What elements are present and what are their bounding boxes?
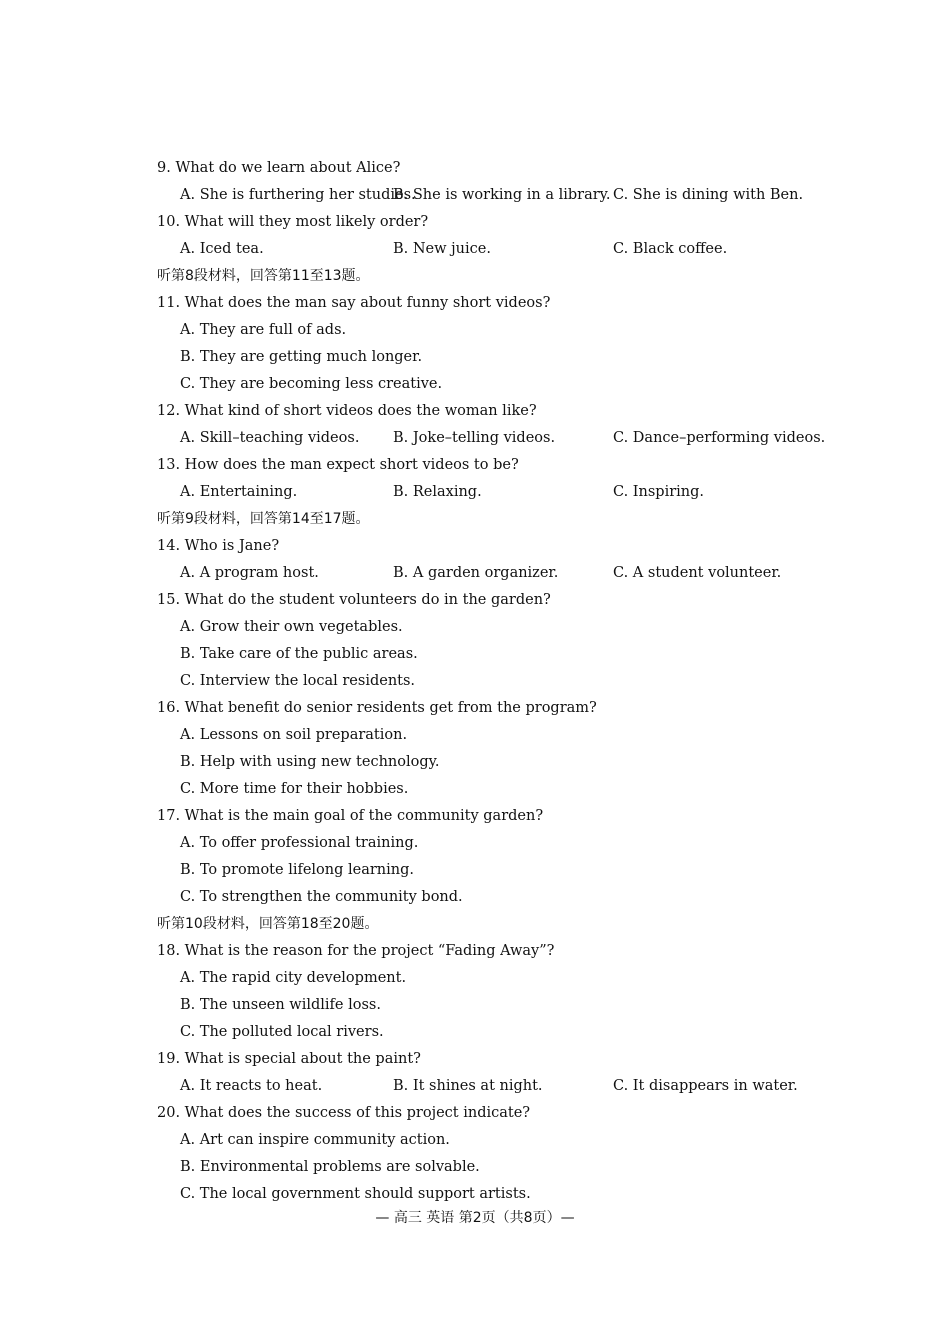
- option-a: A. Iced tea.: [180, 241, 264, 257]
- option-text: A. Art can inspire community action.: [180, 1132, 450, 1148]
- section-instruction: 听第10段材料，回答第18至20题。: [157, 916, 379, 932]
- option-text: C. More time for their hobbies.: [180, 781, 409, 797]
- question-line: [0, 209, 950, 236]
- section-instruction-line: [0, 911, 950, 938]
- option-a: A. A program host.: [180, 565, 319, 581]
- option-text: A. The rapid city development.: [180, 970, 407, 986]
- option-text: C. The local government should support artists.: [180, 1186, 531, 1202]
- option-line: [0, 722, 950, 749]
- option-c: C. Black coffee.: [613, 241, 728, 257]
- question-text: 18. What is the reason for the project “Fading Away”?: [157, 943, 555, 959]
- options-row: [0, 182, 950, 209]
- option-b: B. It shines at night.: [393, 1078, 543, 1094]
- option-text: B. Environmental problems are solvable.: [180, 1159, 480, 1175]
- option-line: [0, 614, 950, 641]
- options-row: [0, 236, 950, 263]
- option-text: C. The polluted local rivers.: [180, 1024, 384, 1040]
- options-row: [0, 560, 950, 587]
- option-text: A. To offer professional training.: [180, 835, 419, 851]
- question-text: 9. What do we learn about Alice?: [157, 160, 401, 176]
- option-text: C. To strengthen the community bond.: [180, 889, 463, 905]
- option-text: C. They are becoming less creative.: [180, 376, 443, 392]
- option-b: B. A garden organizer.: [393, 565, 559, 581]
- section-instruction: 听第8段材料，回答第11至13题。: [157, 268, 370, 284]
- question-line: [0, 1100, 950, 1127]
- option-line: [0, 641, 950, 668]
- option-line: [0, 992, 950, 1019]
- option-b: B. She is working in a library.: [393, 187, 611, 203]
- section-instruction-line: [0, 263, 950, 290]
- question-line: [0, 803, 950, 830]
- option-line: [0, 776, 950, 803]
- question-text: 12. What kind of short videos does the woman like?: [157, 403, 537, 419]
- option-c: C. It disappears in water.: [613, 1078, 798, 1094]
- question-line: [0, 398, 950, 425]
- option-line: [0, 884, 950, 911]
- option-line: [0, 857, 950, 884]
- question-text: 14. Who is Jane?: [157, 538, 280, 554]
- option-b: B. Joke–telling videos.: [393, 430, 556, 446]
- option-b: B. New juice.: [393, 241, 491, 257]
- question-text: 10. What will they most likely order?: [157, 214, 429, 230]
- question-text: 16. What benefit do senior residents get from the program?: [157, 700, 597, 716]
- option-line: [0, 1181, 950, 1208]
- question-text: 20. What does the success of this project indicate?: [157, 1105, 531, 1121]
- option-c: C. She is dining with Ben.: [613, 187, 804, 203]
- option-text: A. They are full of ads.: [180, 322, 347, 338]
- option-line: [0, 830, 950, 857]
- question-line: [0, 452, 950, 479]
- question-text: 13. How does the man expect short videos to be?: [157, 457, 519, 473]
- options-row: [0, 425, 950, 452]
- option-line: [0, 317, 950, 344]
- option-line: [0, 1019, 950, 1046]
- option-line: [0, 1127, 950, 1154]
- question-text: 19. What is special about the paint?: [157, 1051, 421, 1067]
- option-line: [0, 965, 950, 992]
- option-text: B. Take care of the public areas.: [180, 646, 418, 662]
- question-line: [0, 1046, 950, 1073]
- option-text: B. They are getting much longer.: [180, 349, 423, 365]
- page-footer: [0, 1205, 950, 1232]
- option-text: A. Grow their own vegetables.: [180, 619, 403, 635]
- question-line: [0, 155, 950, 182]
- question-line: [0, 938, 950, 965]
- option-c: C. A student volunteer.: [613, 565, 782, 581]
- question-line: [0, 290, 950, 317]
- option-a: A. She is furthering her studies.: [180, 187, 416, 203]
- option-text: A. Lessons on soil preparation.: [180, 727, 408, 743]
- option-text: C. Interview the local residents.: [180, 673, 416, 689]
- options-row: [0, 479, 950, 506]
- section-instruction: 听第9段材料，回答第14至17题。: [157, 511, 370, 527]
- option-b: B. Relaxing.: [393, 484, 482, 500]
- question-text: 11. What does the man say about funny short videos?: [157, 295, 551, 311]
- section-instruction-line: [0, 506, 950, 533]
- option-line: [0, 668, 950, 695]
- option-line: [0, 749, 950, 776]
- option-c: C. Inspiring.: [613, 484, 705, 500]
- question-line: [0, 695, 950, 722]
- options-row: [0, 1073, 950, 1100]
- option-text: B. The unseen wildlife loss.: [180, 997, 381, 1013]
- option-line: [0, 344, 950, 371]
- option-a: A. Skill–teaching videos.: [180, 430, 360, 446]
- option-a: A. It reacts to heat.: [180, 1078, 323, 1094]
- option-line: [0, 1154, 950, 1181]
- question-line: [0, 533, 950, 560]
- option-text: B. To promote lifelong learning.: [180, 862, 415, 878]
- option-a: A. Entertaining.: [180, 484, 298, 500]
- question-text: 15. What do the student volunteers do in the garden?: [157, 592, 551, 608]
- option-c: C. Dance–performing videos.: [613, 430, 826, 446]
- question-line: [0, 587, 950, 614]
- option-text: B. Help with using new technology.: [180, 754, 440, 770]
- option-line: [0, 371, 950, 398]
- question-text: 17. What is the main goal of the community garden?: [157, 808, 544, 824]
- page-footer-text: — 高三 英语 第2页（共8页）—: [375, 1210, 575, 1226]
